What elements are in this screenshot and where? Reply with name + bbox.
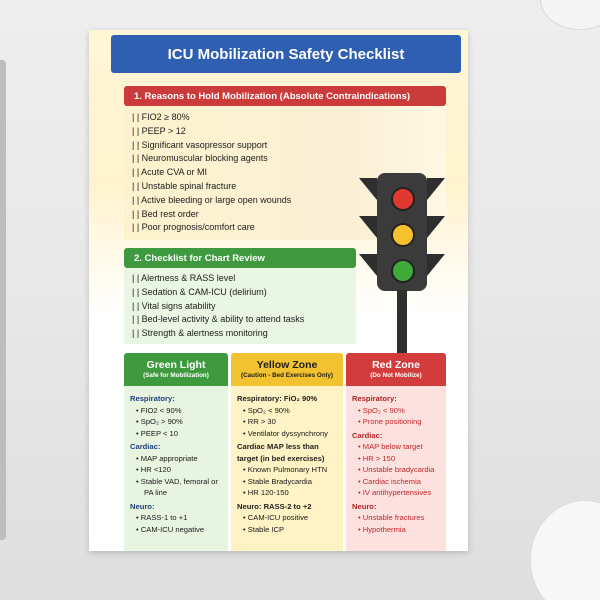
list-item: | | Strength & alertness monitoring xyxy=(132,328,268,339)
green-zone-item: • SpO₂ > 90% xyxy=(136,417,183,426)
list-item: | | Poor prognosis/comfort care xyxy=(132,222,255,233)
green-zone-category: Cardiac: xyxy=(130,442,161,451)
red-zone-item: • SpO₂ < 90% xyxy=(358,405,405,415)
section1-heading: 1. Reasons to Hold Mobilization (Absolute Contraindications) xyxy=(124,86,446,106)
background-object-top-right xyxy=(540,0,600,30)
yellow-zone-item: • Stable ICP xyxy=(243,524,285,534)
list-item: | | Active bleeding or large open wounds xyxy=(132,194,292,205)
list-item: | | PEEP > 12 xyxy=(132,125,186,136)
red-zone-header xyxy=(346,353,446,386)
yellow-zone-item: • Ventilator dyssynchrony xyxy=(243,428,328,438)
green-zone-item: • MAP appropriate xyxy=(136,453,198,463)
yellow-zone-header xyxy=(231,353,343,386)
red-zone-body xyxy=(346,386,446,535)
list-item: | | FIO2 ≥ 80% xyxy=(132,112,190,122)
list-item: | | Vital signs atability xyxy=(132,300,216,311)
red-zone-category: Neuro: xyxy=(352,501,377,511)
list-item: | | Sedation & CAM-ICU (delirium) xyxy=(132,286,267,297)
red-zone-panel xyxy=(346,353,446,551)
yellow-zone-item: • HR 120-150 xyxy=(243,488,289,497)
yellow-zone-item: • SpO₂ < 90% xyxy=(243,405,290,415)
background-object-bottom-right xyxy=(530,500,600,600)
yellow-zone-category: Cardiac MAP less than target (in bed exercises) xyxy=(237,442,325,463)
green-zone-item: • Stable VAD, femoral or PA line xyxy=(136,476,218,497)
sheet-title: ICU Mobilization Safety Checklist xyxy=(111,35,461,73)
list-item: | | Neuromuscular blocking agents xyxy=(132,153,268,164)
green-zone-category: Neuro: xyxy=(130,501,155,511)
yellow-zone-body xyxy=(231,386,343,535)
green-zone-item: • PEEP < 10 xyxy=(136,428,178,438)
list-item: | | Significant vasopressor support xyxy=(132,139,268,150)
green-zone-panel xyxy=(124,353,228,551)
list-item: | | Acute CVA or MI xyxy=(132,167,208,178)
green-zone-subtitle: (Safe for Mobilization) xyxy=(143,372,209,379)
yellow-zone-title: Yellow Zone xyxy=(256,359,318,371)
yellow-zone-item: • Stable Bradycardia xyxy=(243,476,312,486)
red-zone-item: • IV antihypertensives xyxy=(358,488,432,497)
yellow-zone-subtitle: (Caution - Bed Exercises Only) xyxy=(240,372,334,379)
green-zone-category: Respiratory: xyxy=(130,394,175,403)
red-zone-item: • Hypothermia xyxy=(358,524,406,534)
section1-list xyxy=(132,111,291,235)
red-zone-category: Respiratory: xyxy=(352,394,397,403)
traffic-light-pole xyxy=(397,290,407,356)
red-zone-item: • Unstable fractures xyxy=(358,513,425,522)
yellow-zone-item: • RR > 30 xyxy=(243,417,276,426)
red-zone-item: • Prone positioning xyxy=(358,417,422,426)
yellow-zone-category: Respiratory: FiO₂ 90% xyxy=(237,394,318,403)
list-item: | | Bed-level activity & ability to attend tasks xyxy=(132,314,305,325)
list-item: | | Alertness & RASS level xyxy=(132,273,236,283)
red-zone-item: • MAP below target xyxy=(358,442,423,451)
section2-list xyxy=(132,272,304,341)
yellow-light-icon xyxy=(391,223,415,247)
red-zone-subtitle: (Do Not Mobilize) xyxy=(370,372,422,379)
list-item: | | Unstable spinal fracture xyxy=(132,180,237,191)
red-zone-item: • Cardiac ischemia xyxy=(358,476,422,486)
red-zone-title: Red Zone xyxy=(372,359,420,371)
red-zone-item: • HR > 150 xyxy=(358,453,396,463)
red-zone-category: Cardiac: xyxy=(352,430,383,440)
green-zone-body xyxy=(124,386,228,535)
checklist-sheet xyxy=(89,30,468,551)
green-zone-item: • RASS-1 to +1 xyxy=(136,513,188,522)
green-zone-item: • CAM-ICU negative xyxy=(136,524,205,534)
green-light-icon xyxy=(391,259,415,283)
section2-heading: 2. Checklist for Chart Review xyxy=(124,248,356,268)
red-light-icon xyxy=(391,187,415,211)
background-object-left xyxy=(0,60,6,540)
yellow-zone-category: Neuro: RASS-2 to +2 xyxy=(237,501,312,511)
list-item: | | Bed rest order xyxy=(132,208,199,219)
green-zone-title: Green Light xyxy=(146,359,206,371)
yellow-zone-panel xyxy=(231,353,343,551)
green-zone-item: • FIO2 < 90% xyxy=(136,405,182,415)
green-zone-header xyxy=(124,353,228,386)
red-zone-item: • Unstable bradycardia xyxy=(358,465,435,474)
yellow-zone-item: • CAM-ICU positive xyxy=(243,513,309,522)
yellow-zone-item: • Known Pulmonary HTN xyxy=(243,465,328,474)
green-zone-item: • HR <120 xyxy=(136,465,171,474)
